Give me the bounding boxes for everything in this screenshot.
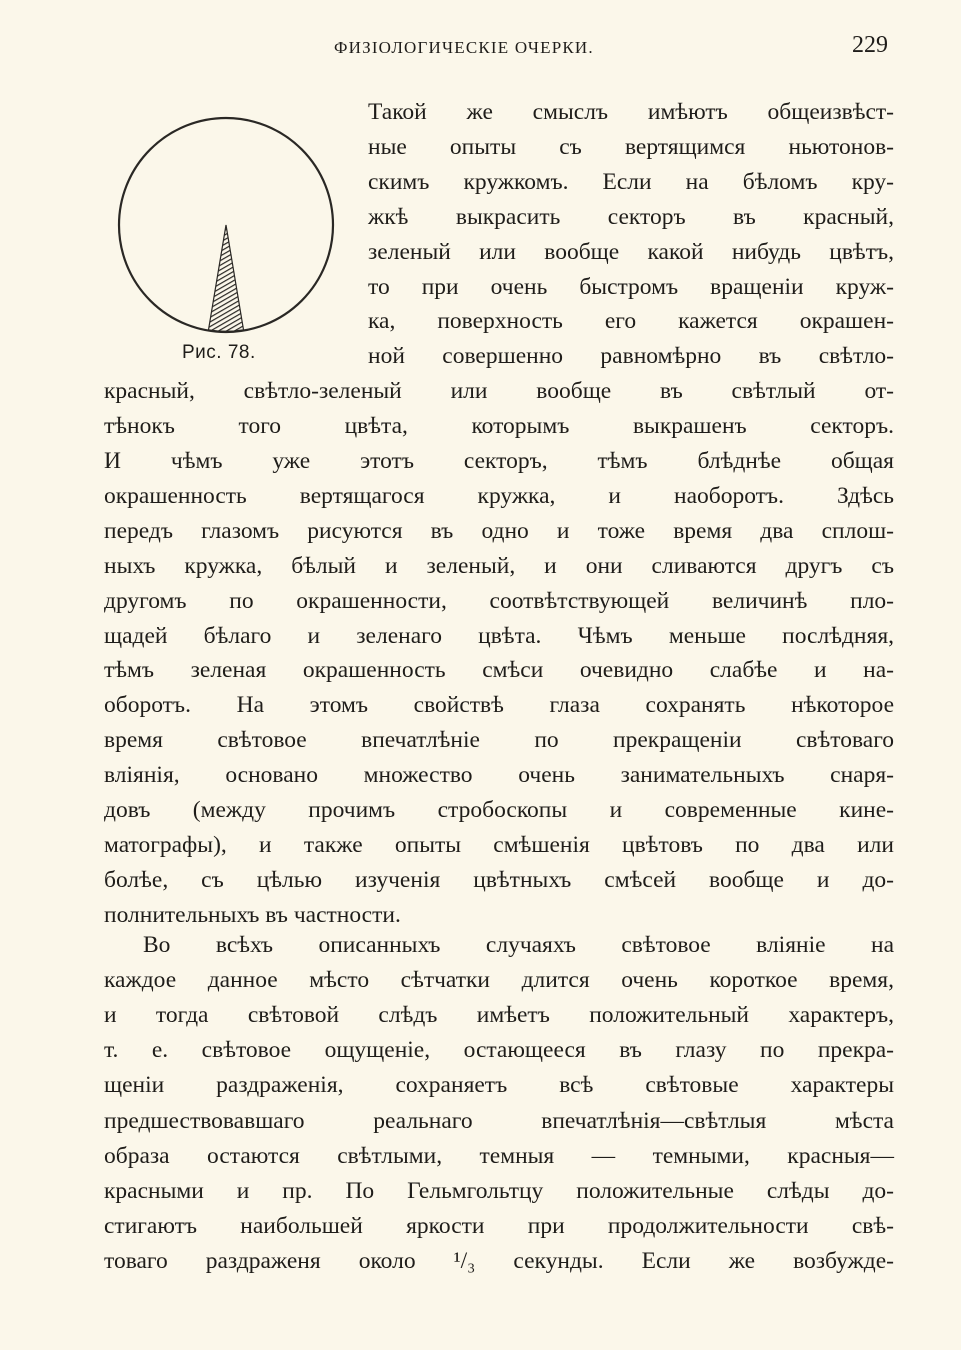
text-line: щеніи раздраженія, сохраняетъ всѣ свѣтовые характеры — [104, 1072, 894, 1099]
text-line: и тогда свѣтовой слѣдъ имѣетъ положительный характеръ, — [104, 1002, 894, 1029]
text-line: товаго раздраженя около ¹/₃ секунды. Если же возбужде- — [104, 1247, 894, 1274]
text-line: ныхъ кружка, бѣлый и зеленый, и они сливаются другъ съ — [104, 552, 894, 579]
running-header — [0, 34, 961, 64]
text-line: зеленый или вообще какой нибудь цвѣтъ, — [368, 238, 894, 265]
text-line: вліянія, основано множество очень занимательныхъ снаря- — [104, 762, 894, 789]
text-line: т. е. свѣтовое ощущеніе, остающееся въ глазу по прекра- — [104, 1037, 894, 1064]
text-line: щадей бѣлаго и зеленаго цвѣта. Чѣмъ меньше послѣдняя, — [104, 622, 894, 649]
running-title: ФИЗІОЛОГИЧЕСКІЕ ОЧЕРКИ. — [334, 38, 594, 57]
text-line: тѣнокъ того цвѣта, которымъ выкрашенъ секторъ. — [104, 413, 894, 440]
text-line: скимъ кружкомъ. Если на бѣломъ кру- — [368, 168, 894, 195]
text-line: время свѣтовое впечатлѣніе по прекращеніи свѣтоваго — [104, 727, 894, 754]
text-line: красными и пр. По Гельмгольтцу положительные слѣды до- — [104, 1177, 894, 1204]
text-line: полнительныхъ въ частности. — [104, 901, 401, 928]
text-line: каждое данное мѣсто сѣтчатки длится очень короткое время, — [104, 967, 894, 994]
text-line: довъ (между прочимъ стробоскопы и современные кине- — [104, 797, 894, 823]
text-line: жкѣ выкрасить секторъ въ красный, — [368, 203, 894, 230]
text-line: ной совершенно равномѣрно въ свѣтло- — [368, 343, 894, 370]
figure-caption: Рис. 78. — [182, 342, 256, 363]
text-line: ка, поверхность его кажется окрашен- — [368, 308, 894, 335]
text-line: окрашенность вертящагося кружка, и наоборотъ. Здѣсь — [104, 482, 894, 509]
text-line: Во всѣхъ описанныхъ случаяхъ свѣтовое вліяніе на — [143, 932, 894, 958]
text-line: красный, свѣтло-зеленый или вообще въ свѣтлый от- — [104, 378, 894, 405]
text-line: оборотъ. На этомъ свойствѣ глаза сохранять нѣкоторое — [104, 692, 894, 719]
text-line: тѣмъ зеленая окрашенность смѣси очевидно слабѣе и на- — [104, 657, 894, 684]
text-line: ные опыты съ вертящимся ньютонов- — [368, 133, 894, 160]
text-line: образа остаются свѣтлыми, темныя — темными, красныя— — [104, 1142, 894, 1169]
figure-78 — [112, 110, 338, 378]
text-line: то при очень быстромъ вращеніи круж- — [368, 273, 894, 300]
text-line: Такой же смыслъ имѣютъ общеизвѣст- — [368, 99, 894, 125]
page-number: 229 — [852, 32, 888, 58]
text-line: матографы), и также опыты смѣшенія цвѣтовъ по два или — [104, 831, 894, 858]
text-line: И чѣмъ уже этотъ секторъ, тѣмъ блѣднѣе общая — [104, 448, 894, 474]
text-line: передъ глазомъ рисуются въ одно и тоже время два сплош- — [104, 517, 894, 544]
colored-sector — [209, 225, 244, 331]
text-line: болѣе, съ цѣлью изученія цвѣтныхъ смѣсей вообще и до- — [104, 866, 894, 893]
rotating-disk-illustration — [112, 110, 338, 340]
text-line: другомъ по окрашенности, соотвѣтствующей величинѣ пло- — [104, 587, 894, 614]
text-line: предшествовавшаго реальнаго впечатлѣнія—свѣтлыя мѣста — [104, 1107, 894, 1134]
text-line: стигаютъ наибольшей яркости при продолжительности свѣ- — [104, 1212, 894, 1239]
